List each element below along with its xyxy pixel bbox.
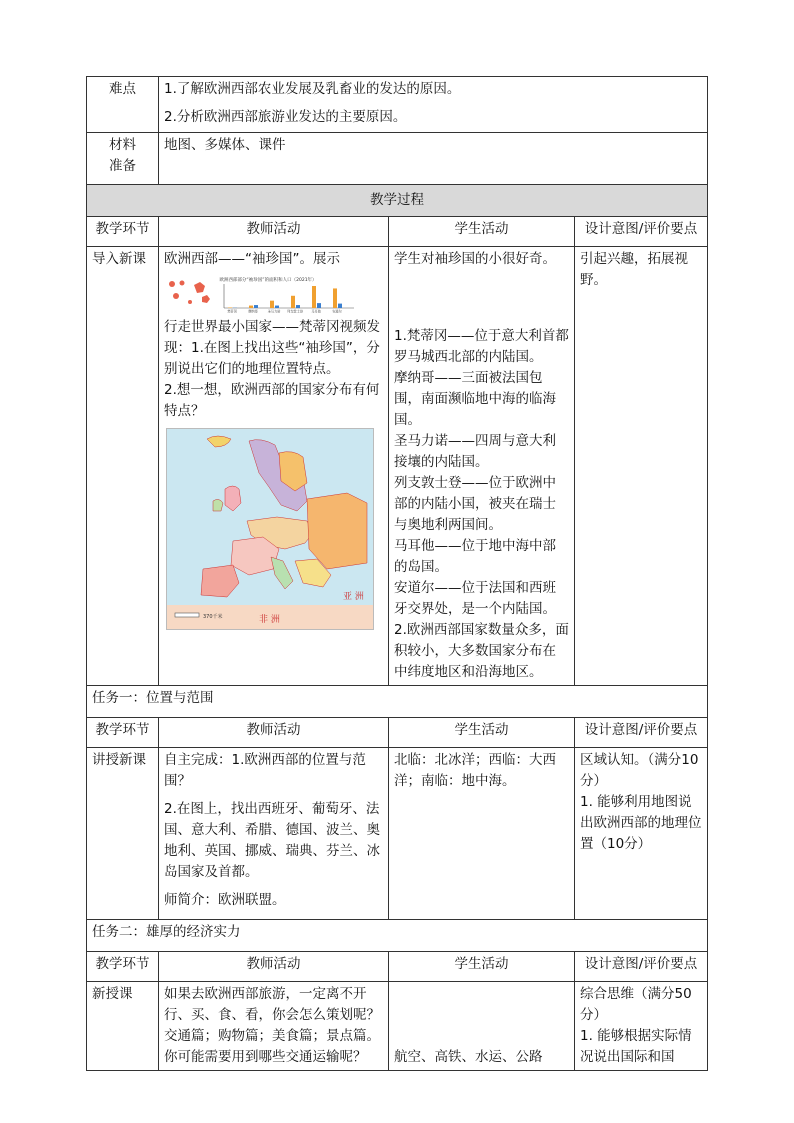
materials-content: 地图、多媒体、课件: [159, 133, 708, 185]
difficulty-content: [159, 77, 708, 133]
materials-row: [87, 133, 708, 185]
intro-student-line: 圣马力诺——四周与意大利接壤的内陆国。: [394, 433, 556, 470]
task2-student: 航空、高铁、水运、公路: [389, 982, 575, 1071]
map-scale-bar: [175, 613, 199, 617]
col-header-design: 设计意图/评价要点: [575, 718, 708, 748]
task2-design-cell: [575, 982, 708, 1071]
col-header-student: 学生活动: [389, 217, 575, 247]
intro-teacher-line: 2.想一想，欧洲西部的国家分布有何特点？: [164, 382, 380, 419]
chart-category-label: 列支敦士登: [287, 309, 303, 313]
chart-bar: [270, 301, 274, 308]
task1-teacher-line: 2.在图上，找出西班牙、葡萄牙、法国、意大利、希腊、德国、波兰、奥地利、英国、挪威、瑞典、芬兰、冰岛国家及首都。: [164, 801, 380, 880]
intro-teacher-cell: [159, 247, 389, 686]
task1-design-cell: [575, 748, 708, 920]
chart-category-label: 摩纳哥: [248, 309, 258, 313]
col-header-student: 学生活动: [389, 718, 575, 748]
task1-row: [87, 748, 708, 920]
chart-bar: [249, 306, 253, 308]
intro-teacher-line: 行走世界最小国家——梵蒂冈视频发现：1.在图上找出这些“袖珍国”，分别说出它们的地理位置特点。: [164, 319, 380, 377]
col-header-teacher: 教师活动: [159, 718, 389, 748]
intro-row: [87, 247, 708, 686]
task2-teacher-line: 你可能需要用到哪些交通运输呢？: [164, 1049, 367, 1065]
materials-label-line: 材料: [109, 137, 136, 153]
chart-bar: [338, 304, 342, 308]
task2-teacher-line: 交通篇；购物篇；美食篇；景点篇。: [164, 1028, 380, 1044]
difficulty-line: 1.了解欧洲西部农业发展及乳畜业的发达的原因。: [164, 81, 461, 97]
task2-design-line: 综合思维（满分50分）: [580, 986, 692, 1023]
materials-label: [87, 133, 159, 185]
intro-student-line: 马耳他——位于地中海中部的岛国。: [394, 538, 556, 575]
task2-title: 任务二：雄厚的经济实力: [87, 920, 708, 952]
chart-bar: [254, 305, 258, 308]
pocket-countries-figure: [164, 275, 378, 313]
task1-student: 北临：北冰洋；西临：大西洋；南临：地中海。: [389, 748, 575, 920]
col-header-teacher: 教师活动: [159, 217, 389, 247]
chart-bar: [275, 306, 279, 308]
intro-design: 引起兴趣，拓展视野。: [575, 247, 708, 686]
intro-student-line: 2.欧洲西部国家数量众多，面积较小，大多数国家分布在中纬度地区和沿海地区。: [394, 622, 569, 680]
chart-category-label: 安道尔: [332, 309, 342, 313]
chart-bar: [291, 296, 295, 308]
chart-category-label: 圣马力诺: [267, 309, 281, 313]
intro-student-line: 列支敦士登——位于欧洲中部的内陆小国，被夹在瑞士与奥地利两国间。: [394, 475, 556, 533]
col-header-stage: 教学环节: [87, 952, 159, 982]
map-asia-label: 亚 洲: [343, 592, 364, 602]
intro-student-cell: [389, 247, 575, 686]
difficulty-row: [87, 77, 708, 133]
column-header-row: [87, 217, 708, 247]
chart-category-label: 马耳他: [311, 309, 321, 313]
col-header-student: 学生活动: [389, 952, 575, 982]
task2-stage: 新授课: [87, 982, 159, 1071]
intro-student-line: 安道尔——位于法国和西班牙交界处，是一个内陆国。: [394, 580, 556, 617]
materials-label-line: 准备: [109, 158, 136, 174]
map-scale-label: 370千米: [203, 614, 223, 620]
task1-teacher-line: 自主完成：1.欧洲西部的位置与范围？: [164, 752, 366, 789]
intro-stage: 导入新课: [87, 247, 159, 686]
task1-teacher-line: 师简介：欧洲联盟。: [164, 892, 286, 908]
task1-stage: 讲授新课: [87, 748, 159, 920]
europe-map: [166, 428, 374, 630]
intro-student-line: 1.梵蒂冈——位于意大利首都罗马城西北部的内陆国。: [394, 328, 569, 365]
col-header-stage: 教学环节: [87, 718, 159, 748]
col-header-teacher: 教师活动: [159, 952, 389, 982]
task2-teacher-cell: [159, 982, 389, 1071]
task2-row: [87, 982, 708, 1071]
column-header-row: [87, 718, 708, 748]
map-africa-label: 非 洲: [259, 615, 280, 625]
chart-category-label: 梵蒂冈: [227, 309, 237, 313]
col-header-stage: 教学环节: [87, 217, 159, 247]
task2-design-line: 1. 能够根据实际情况说出国际和国: [580, 1028, 692, 1065]
process-title: 教学过程: [87, 185, 708, 217]
lesson-plan-table: [86, 76, 708, 1071]
intro-student-line: 摩纳哥——三面被法国包围，南面濒临地中海的临海国。: [394, 370, 556, 428]
chart-title: 欧洲西部部分“袖珍国”的面积和人口（2021年）: [219, 278, 317, 283]
chart-bar: [312, 286, 316, 308]
task1-design-line: 1. 能够利用地图说出欧洲西部的地理位置（10分）: [580, 794, 702, 852]
col-header-design: 设计意图/评价要点: [575, 217, 708, 247]
task1-title: 任务一：位置与范围: [87, 686, 708, 718]
difficulty-line: 2.分析欧洲西部旅游业发达的主要原因。: [164, 109, 407, 125]
chart-bar: [333, 288, 337, 308]
column-header-row: [87, 952, 708, 982]
chart-bar: [317, 303, 321, 308]
task1-teacher-cell: [159, 748, 389, 920]
task1-design-line: 区域认知。（满分10分）: [580, 752, 699, 789]
intro-teacher-line: 欧洲西部——“袖珍国”。展示: [164, 251, 340, 267]
col-header-design: 设计意图/评价要点: [575, 952, 708, 982]
task2-teacher-line: 如果去欧洲西部旅游，一定离不开行、买、食、看，你会怎么策划呢？: [164, 986, 380, 1023]
intro-student-line: 学生对袖珍国的小很好奇。: [394, 251, 556, 267]
difficulty-label: 难点: [87, 77, 159, 133]
chart-bar: [296, 305, 300, 308]
